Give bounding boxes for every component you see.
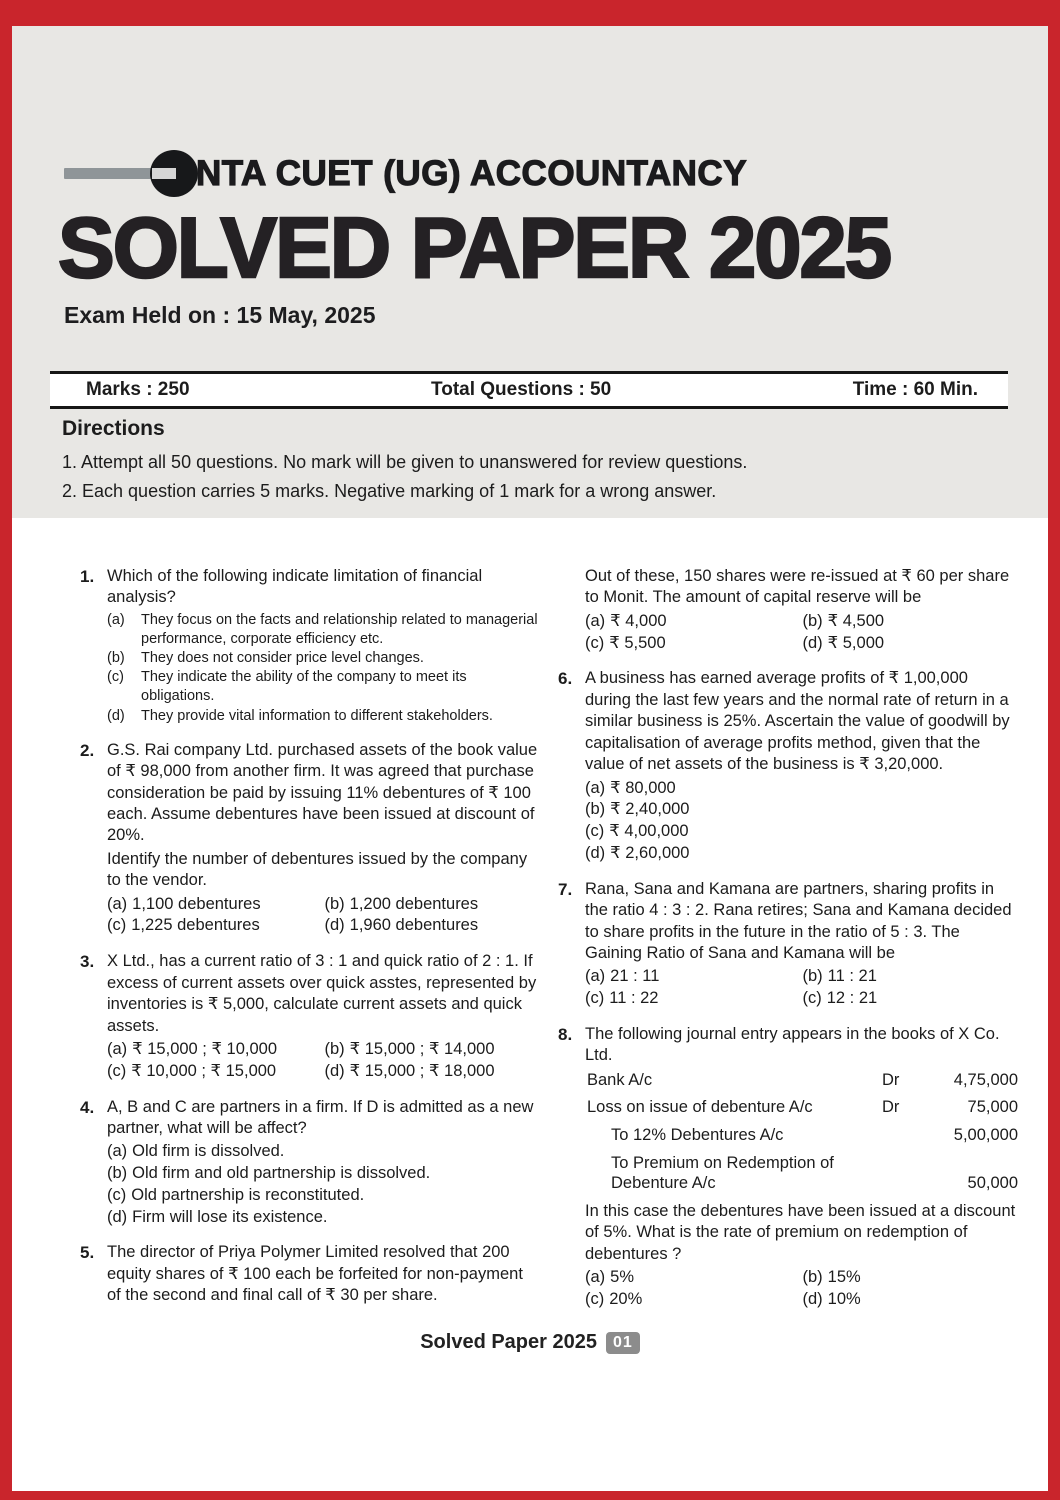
option-label: (d) [585,843,606,862]
option [325,915,541,937]
option [585,1267,801,1289]
options-group [585,966,1018,1010]
option [803,1289,1019,1311]
option-label: (a) [107,894,128,913]
journal-dr: Dr [882,1098,900,1117]
option-label: (a) [585,967,606,986]
option-text: 11 : 21 [827,967,877,986]
options-group [107,611,540,726]
journal-row [587,1153,1018,1194]
question-body [107,1242,540,1308]
question-text: Identify the number of debentures issued by the company to the vendor. [107,849,528,890]
question-text: Rana, Sana and Kamana are partners, sharing profits in the ratio 4 : 3 : 2. Rana retires; Sana and Kamana decided to share profits in the future in the ratio of 5 : 3. The Gaining Ratio of Sana and Kamana will be [585,879,1012,962]
page-edge-bottom [0,1491,1060,1500]
option [325,894,541,916]
question-body [107,740,540,940]
option-label: (b) [585,800,606,819]
option-text: They provide vital information to different stakeholders. [141,707,493,724]
question-text: Which of the following indicate limitation of financial analysis? [107,567,483,607]
option [107,1061,323,1083]
series-title: NTA CUET (UG) ACCOUNTANCY [196,154,748,193]
option [585,821,1018,843]
options-group [107,894,540,938]
option-label: (d) [107,707,125,724]
question-text: The following journal entry appears in the books of X Co. Ltd. [585,1024,1000,1065]
option-text: ₹ 4,00,000 [609,822,689,841]
option-text: Old partnership is reconstituted. [131,1185,365,1204]
brand-logo [64,148,198,198]
question-text: A business has earned average profits of ₹ 1,00,000 during the last few years and the normal rate of return in a similar business is 25%. Ascertain the value of goodwill by capitalisation of average profits method, given that the value of net assets of the business is ₹ 3,20,000. [585,669,1010,774]
option-text: ₹ 2,40,000 [610,800,690,819]
option [803,633,1019,655]
question-number [558,566,585,656]
option-text: ₹ 10,000 ; ₹ 15,000 [131,1061,277,1080]
option-text: 20% [609,1290,643,1309]
question [558,1024,1018,1313]
questions-column-right [558,566,1018,1325]
options-group [107,1141,540,1228]
option-text: They indicate the ability of the company to meet its obligations. [141,669,467,705]
option-label: (a) [107,1142,128,1161]
option-label: (c) [585,989,605,1008]
option-text: 15% [827,1268,861,1287]
option-text: 11 : 22 [609,989,659,1008]
option [107,1141,540,1163]
option [107,649,540,668]
question-text: A, B and C are partners in a firm. If D is admitted as a new partner, what will be affect? [107,1097,534,1137]
option-text: They does not consider price level changes. [141,650,424,667]
options-group [107,1039,540,1083]
question-body [585,879,1018,1012]
option [585,799,1018,821]
option [585,1289,801,1311]
option-text: ₹ 2,60,000 [610,843,690,862]
footer-label: Solved Paper 2025 [420,1331,597,1353]
option-text: They focus on the facts and relationship related to managerial performance, corporate efficiency etc. [141,611,538,647]
option [107,894,323,916]
option [803,988,1019,1010]
marks-label: Marks : 250 [86,379,190,400]
question [80,1242,540,1308]
question-number: 4. [80,1097,95,1117]
journal-row [587,1070,1018,1091]
question-number: 2. [80,740,95,760]
option [585,988,801,1010]
option-label: (a) [585,1268,606,1287]
option-label: (c) [107,916,127,935]
option-text: 1,100 debentures [132,894,261,913]
option [107,611,540,649]
question-body [107,951,540,1084]
question [80,740,540,940]
question-text: In this case the debentures have been issued at a discount of 5%. What is the rate of premium on redemption of debentures ? [585,1201,1016,1263]
journal-dr: Dr [882,1070,900,1089]
option [585,843,1018,865]
option-label: (b) [107,1164,128,1183]
options-group [585,778,1018,865]
option-label: (d) [324,1061,345,1080]
question [558,566,1018,656]
option [107,1039,323,1061]
option-label: (d) [324,916,345,935]
option-label: (d) [802,633,823,652]
question [80,1097,540,1231]
journal-account: To Premium on Redemption of Debenture A/c [611,1153,834,1193]
option-label: (c) [802,989,822,1008]
option-text: 21 : 11 [610,967,660,986]
question-number: 7. [558,879,573,899]
option [803,1267,1019,1289]
page-number-badge: 01 [606,1332,640,1354]
question-number: 5. [80,1243,95,1263]
journal-amount: 4,75,000 [953,1070,1018,1089]
question-number: 3. [80,952,95,972]
question [80,951,540,1084]
option-text: 12 : 21 [826,989,878,1008]
option-label: (b) [324,894,345,913]
option-label: (c) [585,633,605,652]
option-text: ₹ 15,000 ; ₹ 10,000 [132,1039,278,1058]
option-label: (b) [802,611,823,630]
option [107,1163,540,1185]
question-number: 6. [558,669,573,689]
option-text: 10% [827,1290,861,1309]
page-title: SOLVED PAPER 2025 [58,201,891,296]
question-text: Out of these, 150 shares were re-issued at ₹ 60 per share to Monit. The amount of capital reserve will be [585,567,1010,607]
question-text: X Ltd., has a current ratio of 3 : 1 and quick ratio of 2 : 1. If excess of current assets over quick asstes, represented by inventories is ₹ 5,000, calculate current assets and quick assets. [107,952,537,1035]
option-text: ₹ 5,000 [827,633,885,652]
option [585,611,801,633]
info-bar [50,371,1008,409]
option [107,915,323,937]
logo-circle-icon [150,150,198,197]
option-label: (c) [107,669,124,686]
question-text: The director of Priya Polymer Limited resolved that 200 equity shares of ₹ 100 each be forfeited for non-payment of the second and final call of ₹ 30 per share. [107,1243,523,1305]
options-group [585,611,1018,655]
option-text: ₹ 4,500 [827,611,885,630]
question [80,566,540,728]
option-text: ₹ 15,000 ; ₹ 14,000 [349,1039,495,1058]
option [585,633,801,655]
question-number: 8. [558,1024,573,1044]
option [803,611,1019,633]
option-text: ₹ 15,000 ; ₹ 18,000 [349,1061,495,1080]
question-text: G.S. Rai company Ltd. purchased assets of the book value of ₹ 98,000 from another firm. It was agreed that purchase consideration be paid by issuing 11% debentures of ₹ 100 each. Assume debentures have been issued at discount of 20%. [107,740,538,845]
journal-amount: 5,00,000 [953,1126,1018,1145]
option-label: (b) [324,1039,345,1058]
option [107,668,540,706]
option-label: (c) [107,1185,127,1204]
option-label: (c) [585,1290,605,1309]
option-label: (a) [107,1039,128,1058]
page-edge-left [0,0,12,1500]
journal-amount: 50,000 [967,1174,1018,1193]
option-label: (d) [802,1290,823,1309]
journal-account: Loss on issue of debenture A/c [587,1098,813,1117]
question [558,879,1018,1012]
journal-row [587,1125,1018,1146]
option [107,707,540,726]
option-text: 1,200 debentures [349,894,479,913]
option [585,966,801,988]
directions-heading: Directions [62,417,165,440]
journal-account: To 12% Debentures A/c [611,1126,784,1145]
option-text: ₹ 5,500 [609,633,666,652]
option-label: (c) [585,822,605,841]
journal-entry [587,1070,1018,1194]
option-text: Firm will lose its existence. [132,1207,328,1226]
question-number: 1. [80,567,95,586]
option-label: (d) [107,1207,128,1226]
page-edge-right [1048,0,1060,1500]
option-label: (a) [585,611,606,630]
option-label: (c) [107,1061,127,1080]
page-footer [0,1331,1060,1354]
option-label: (b) [802,1268,823,1287]
option-label: (b) [107,650,125,667]
option-text: Old firm is dissolved. [132,1142,285,1161]
option-text: ₹ 4,000 [610,611,667,630]
question [558,668,1018,866]
page-edge-top [0,0,1060,26]
time-label: Time : 60 Min. [852,379,978,400]
option [803,966,1019,988]
option-text: 1,225 debentures [131,916,260,935]
option-label: (b) [802,967,823,986]
question-body [107,566,540,728]
direction-item: 2. Each question carries 5 marks. Negative marking of 1 mark for a wrong answer. [62,481,717,501]
direction-item: 1. Attempt all 50 questions. No mark will be given to unanswered for review questions. [62,452,748,472]
option-text: 1,960 debentures [349,916,479,935]
option [325,1061,541,1083]
option-text: Old firm and old partnership is dissolved. [132,1164,431,1183]
journal-amount: 75,000 [967,1098,1018,1117]
question-body [585,668,1018,866]
options-group [585,1267,1018,1311]
option [107,1207,540,1229]
option-label: (a) [585,778,606,797]
option-text: 5% [610,1268,635,1287]
option [107,1185,540,1207]
exam-date-line: Exam Held on : 15 May, 2025 [64,302,376,328]
option-text: ₹ 80,000 [610,778,676,797]
option [325,1039,541,1061]
journal-account: Bank A/c [587,1070,653,1089]
question-body [585,566,1018,656]
logo-bar-icon [64,168,160,179]
questions-column-left [80,566,540,1321]
directions-list [62,448,747,506]
journal-row [587,1097,1018,1118]
question-body [107,1097,540,1231]
total-questions-label: Total Questions : 50 [431,379,612,400]
option [585,778,1018,800]
option-label: (a) [107,611,125,628]
question-body [585,1024,1018,1313]
